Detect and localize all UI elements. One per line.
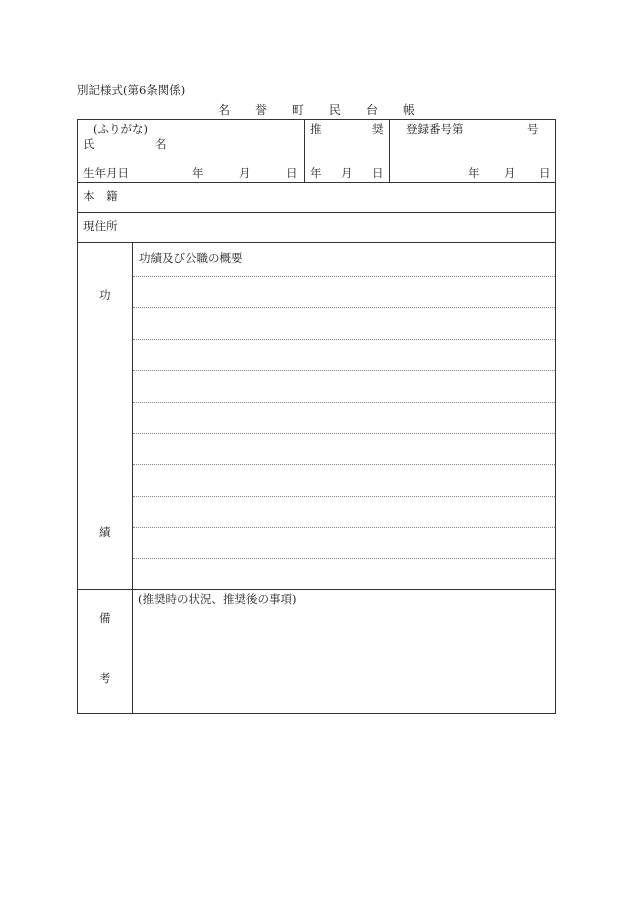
title-char-3: 町 <box>292 103 305 117</box>
remarks-label-top: 備 <box>99 611 111 625</box>
remarks-note: (推奨時の状況、推奨後の事項) <box>138 592 297 606</box>
table-border-bottom <box>77 713 556 714</box>
merit-heading: 功績及び公職の概要 <box>139 251 243 265</box>
merit-ruled-line <box>133 527 555 528</box>
recommend-day-unit: 日 <box>372 166 384 180</box>
merit-label-bottom: 績 <box>99 525 111 539</box>
merit-ruled-line <box>133 276 555 277</box>
merit-ruled-line <box>133 464 555 465</box>
merit-ruled-line <box>133 496 555 497</box>
birthdate-label: 生年月日 <box>83 166 129 180</box>
col-divider-name <box>304 119 305 183</box>
title-char-1: 名 <box>218 103 231 117</box>
honseki-label: 本 籍 <box>83 189 118 203</box>
title-char-5: 台 <box>366 103 379 117</box>
merit-label-top: 功 <box>99 288 111 302</box>
table-border-right <box>555 119 556 714</box>
registration-month-unit: 月 <box>504 166 516 180</box>
registration-day-unit: 日 <box>539 166 551 180</box>
furigana-label: (ふりがな) <box>93 122 148 136</box>
merit-ruled-line <box>133 339 555 340</box>
merit-ruled-line <box>133 433 555 434</box>
merit-ruled-line <box>133 370 555 371</box>
recommend-month-unit: 月 <box>341 166 353 180</box>
merit-ruled-line <box>133 402 555 403</box>
table-border-top <box>77 119 556 120</box>
table-border-left <box>77 119 78 714</box>
row-divider-1 <box>77 182 556 183</box>
birth-month-unit: 月 <box>239 166 251 180</box>
row-divider-2 <box>77 212 556 213</box>
registration-number-prefix: 登録番号第 <box>406 122 464 136</box>
form-number-label: 別記様式(第6条関係) <box>77 83 186 97</box>
address-label: 現住所 <box>83 219 118 233</box>
title-char-6: 帳 <box>403 103 416 117</box>
recommend-label-1: 推 <box>310 122 322 136</box>
title-char-2: 誉 <box>255 103 268 117</box>
birth-day-unit: 日 <box>286 166 298 180</box>
name-label-2: 名 <box>155 137 167 151</box>
merit-ruled-line <box>133 558 555 559</box>
col-divider-labels <box>132 242 133 714</box>
registration-number-suffix: 号 <box>527 122 539 136</box>
birth-year-unit: 年 <box>192 166 204 180</box>
remarks-label-bottom: 考 <box>99 671 111 685</box>
row-divider-3 <box>77 242 556 243</box>
title-char-4: 民 <box>329 103 342 117</box>
row-divider-4 <box>77 589 556 590</box>
col-divider-recommend <box>389 119 390 183</box>
name-label-1: 氏 <box>83 137 95 151</box>
merit-ruled-line <box>133 307 555 308</box>
registration-year-unit: 年 <box>468 166 480 180</box>
recommend-label-2: 奨 <box>372 122 384 136</box>
recommend-year-unit: 年 <box>310 166 322 180</box>
